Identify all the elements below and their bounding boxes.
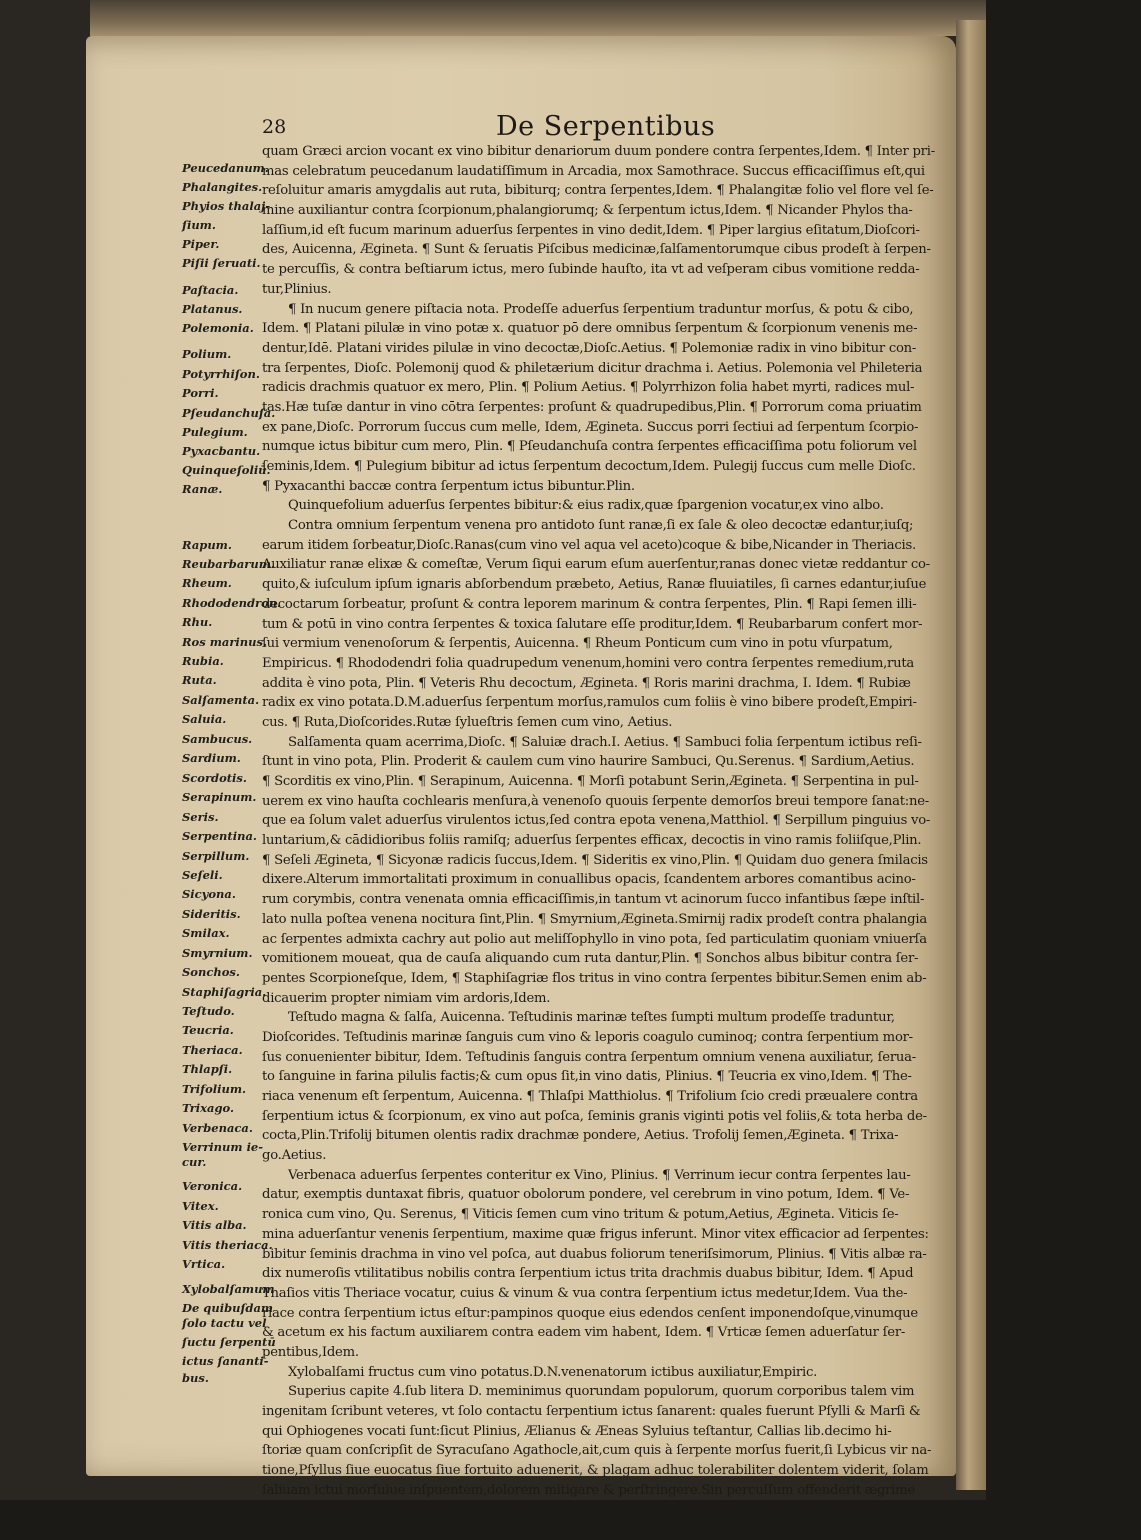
margin-note: Pyxacbantu. (182, 444, 261, 458)
text-line: tione,Pſyllus ſiue euocatus ſiue fortuito aduenerit, & plagam adhuc tolerabiliter dolentem viderit, ſolam (262, 1463, 929, 1479)
text-line: Xylobalſami fructus cum vino potatus.D.N.venenatorum ictibus auxiliatur,Empiric. (288, 1364, 818, 1380)
margin-note: Ros marinus. (182, 635, 267, 649)
text-line: des, Auicenna, Ægineta. ¶ Sunt & ſeruatis Piſcibus medicinæ,ſalſamentorumque cibus prodeſt à ſerpen- (262, 242, 931, 258)
text-line: pentes Scorpioneſque, Idem, ¶ Staphiſagriæ flos tritus in vino contra ſerpentes bibitur.Semen enim ab- (262, 970, 927, 986)
margin-note: Salſamenta. (182, 693, 260, 707)
line-number: 20 (1126, 479, 1141, 494)
text-line: mina aduerſantur venenis ſerpentium, maxime quæ frigus inferunt. Minor vitex efficacior ad ſerpentes: (262, 1226, 929, 1242)
margin-note: bus. (182, 1371, 209, 1385)
margin-note: Quinqueſoliū. (182, 463, 271, 477)
text-line: tur,Plinius. (262, 281, 332, 297)
margin-note: ictus ſananti- (182, 1354, 269, 1368)
text-line: ſerpentium ictus & ſcorpionum, ex vino aut poſca, ſeminis granis viginti potis vel foliis,& tota herba de- (262, 1108, 927, 1124)
text-line: cocta,Plin.Trifolij bitumen olentis radix drachmæ pondere, Aetius. Trofolij ſemen,Ægineta. ¶ Trixa- (262, 1128, 899, 1144)
margin-note: Teſtudo. (182, 1004, 235, 1018)
margin-note: Sideritis. (182, 907, 241, 921)
text-line: Superius capite 4.ſub litera D. meminimus quorundam populorum, quorum corporibus talem vim (288, 1384, 915, 1400)
margin-note: Sicyona. (182, 887, 236, 901)
margin-note: Rapum. (182, 538, 232, 552)
margin-note: Saluia. (182, 712, 227, 726)
text-line: bibitur ſeminis drachma in vino vel poſca, aut duabus foliorum teneriſsimorum, Plinius. ¶ Vitis albæ ra- (262, 1246, 927, 1262)
text-line: mine auxiliantur contra ſcorpionum,phalangiorumq; & ſerpentum ictus,Idem. ¶ Nicander Phylos tha- (262, 203, 913, 219)
text-line: Idem. ¶ Platani pilulæ in vino potæ x. quatuor pō dere omnibus ſerpentum & ſcorpionum venenis me- (262, 321, 918, 337)
margin-note: Platanus. (182, 302, 243, 316)
margin-note: Polium. (182, 347, 232, 361)
margin-note: Xylobalſamum (182, 1282, 275, 1296)
margin-note: cur. (182, 1155, 207, 1169)
margin-note: Vitis alba. (182, 1218, 247, 1232)
margin-note: Rubia. (182, 654, 224, 668)
margin-note: ſolo tactu vel (182, 1316, 267, 1330)
margin-note: Seris. (182, 810, 219, 824)
margin-note: Sambucus. (182, 732, 253, 746)
text-line: radix ex vino potata.D.M.aduerſus ſerpentum morſus,ramulos cum foliis è vino bibere prodeſt,Empiri- (262, 695, 917, 711)
running-head: De Serpentibus (496, 111, 716, 142)
text-line: tum & potū in vino contra ſerpentes & toxica ſalutare eſſe proditur,Idem. ¶ Reubarbarum confert mor- (262, 616, 923, 632)
text-line: qui Ophiogenes vocati ſunt:ſicut Plinius, Ælianus & Æneas Syluius teſtantur, Callias lib.decimo hi- (262, 1423, 892, 1439)
margin-note: Polemonia. (182, 321, 254, 335)
text-line: tra ſerpentes, Dioſc. Polemonij quod & philetærium dicitur drachma i. Aetius. Polemonia vel Phileteria (262, 360, 923, 376)
margin-note: ſuctu ſerpentū (182, 1335, 276, 1349)
margin-note: Rhododendron. (182, 596, 282, 610)
text-line: laſſium,id eſt fucum marinum aduerſus ſerpentes in vino dedit,Idem. ¶ Piper largius eſitatum,Dioſcori- (262, 222, 920, 238)
text-line: que ea ſolum valet aduerſus virulentos ictus,ſed contra epota venena,Matthiol. ¶ Serpillum pinguius vo- (262, 813, 931, 829)
text-line: dentur,Idē. Platani virides pilulæ in vino decoctæ,Dioſc.Aetius. ¶ Polemoniæ radix in vino bibitur con- (262, 340, 917, 356)
margin-note: Verbenaca. (182, 1121, 253, 1135)
text-line: ſui vermium venenoſorum & ſerpentis, Auicenna. ¶ Rheum Ponticum cum vino in potu vſurpatum, (262, 636, 893, 652)
text-line: radicis drachmis quatuor ex mero, Plin. ¶ Polium Aetius. ¶ Polyrrhizon folia habet myrti, radices mul- (262, 380, 915, 396)
text-line: culum (262, 1522, 302, 1538)
margin-note: Sonchos. (182, 965, 240, 979)
margin-note: Pſeudanchuſa. (182, 406, 276, 420)
text-line: dolentem, intra dentes permultam aquam haurire, & os ſuum primo ex ea colluere,poſt vero eam in po- (262, 1502, 928, 1518)
text-line: uerem ex vino hauſta cochlearis menſura,à venenoſo quouis ſerpente demorſos breui tempore ſanat:ne- (262, 793, 930, 809)
margin-note: Rhu. (182, 615, 213, 629)
margin-note: Piſii ſeruati. (182, 256, 261, 270)
margin-note: Smyrnium. (182, 946, 253, 960)
text-line: ¶ Seſeli Ægineta, ¶ Sicyonæ radicis ſuccus,Idem. ¶ Sideritis ex vino,Plin. ¶ Quidam duo genera ſmilacis (262, 852, 928, 868)
margin-note: Smilax. (182, 926, 230, 940)
margin-note: De quibuſdam (182, 1301, 274, 1315)
text-line: Thaſios vitis Theriace vocatur, cuius & vinum & vua contra ſerpentium ictus medetur,Idem. Vua the- (262, 1285, 908, 1301)
text-line: ſaliuam ictui morſuiue inſpuentem,dolorem mitigare & perſtringere.Sin percuſſum offenderit ægrime (262, 1482, 915, 1498)
text-line: luntarium,& cādidioribus foliis ramiſq; aduerſus ſerpentes efficax, decoctis in vino ramis foliiſque,Plin. (262, 833, 922, 849)
text-line: reſoluitur amaris amygdalis aut ruta, bibiturq; contra ſerpentes,Idem. ¶ Phalangitæ folio vel flore vel ſe- (262, 183, 934, 199)
text-line: Contra omnium ſerpentum venena pro antidoto ſunt ranæ,ſi ex ſale & oleo decoctæ edantur,iuſq; (288, 518, 914, 534)
text-line: ronica cum vino, Qu. Serenus, ¶ Viticis ſemen cum vino tritum & potum,Aetius, Ægineta. Viticis ſe- (262, 1207, 899, 1223)
text-line: to ſanguine in farina pilulis factis;& cum opus ſit,in vino datis, Plinius. ¶ Teucria ex vino,Idem. ¶ The- (262, 1069, 912, 1085)
text-line: & acetum ex his factum auxiliarem contra eadem vim habent, Idem. ¶ Vrticæ ſemen aduerſatur ſer- (262, 1325, 906, 1341)
text-line: riace contra ſerpentium ictus eſtur:pampinos quoque eius edendos cenſent imponendoſque,vinumque (262, 1305, 918, 1321)
margin-note: Teucria. (182, 1023, 234, 1037)
margin-note: Vitis theriaca. (182, 1238, 273, 1252)
text-line: decoctarum ſorbeatur, proſunt & contra leporem marinum & contra ſerpentes, Plin. ¶ Rapi ſemen illi- (262, 596, 917, 612)
text-line: cus. ¶ Ruta,Dioſcorides.Rutæ ſylueſtris ſemen cum vino, Aetius. (262, 714, 673, 730)
text-line: Teſtudo magna & ſalſa, Auicenna. Teſtudinis marinæ teſtes ſumpti multum prodeſſe traduntur, (288, 1010, 895, 1026)
margin-note: Vitex. (182, 1199, 219, 1213)
text-line: Verbenaca aduerſus ſerpentes conteritur ex Vino, Plinius. ¶ Verrinum iecur contra ſerpentes lau- (288, 1167, 911, 1183)
text-line: ¶ Scorditis ex vino,Plin. ¶ Serapinum, Auicenna. ¶ Morſi potabunt Serin,Ægineta. ¶ Serpentina in pul- (262, 774, 919, 789)
margin-note: Sardium. (182, 751, 241, 765)
text-line: quam Græci arcion vocant ex vino bibitur denariorum duum pondere contra ſerpentes,Idem. ¶ Inter pri- (262, 144, 935, 159)
text-line: lato nulla poſtea venena nocitura ſint,Plin. ¶ Smyrnium,Ægineta.Smirnij radix prodeſt contra phalangia (262, 911, 927, 927)
text-line: pentibus,Idem. (262, 1344, 359, 1360)
margin-note: Potyrrhiſon. (182, 367, 260, 381)
line-number: 30 (1126, 637, 1141, 652)
text-line: Dioſcorides. Teſtudinis marinæ ſanguis cum vino & leporis coagulo cuminoq; contra ſerpentium mor- (262, 1029, 913, 1045)
line-number: 40 (1126, 814, 1141, 829)
margin-note: Porri. (182, 386, 219, 400)
margin-note: Phyios thalaj- (182, 199, 271, 213)
margin-note: Ruta. (182, 673, 217, 687)
margin-note: Ranæ. (182, 482, 223, 496)
text-line: dicauerim propter nimiam vim ardoris,Idem. (262, 990, 551, 1006)
text-line: Quinquefolium aduerſus ſerpentes bibitur:& eius radix,quæ ſpargenion vocatur,ex vino albo. (288, 498, 884, 514)
text-line: dix numeroſis vtilitatibus nobilis contra ſerpentium ictus trita drachmis duabus bibitur, Idem. ¶ Apud (262, 1266, 914, 1282)
line-number: 60 (1126, 1169, 1141, 1184)
line-number: 70 (1126, 1346, 1141, 1361)
text-line: rum corymbis, contra venenata omnia efficaciſſimis,in tantum vt acinorum ſucco infantibus ſæpe inſtil- (262, 892, 925, 908)
line-number: 50 (1126, 992, 1141, 1007)
margin-note: Vrtica. (182, 1257, 226, 1271)
line-number: 10 (1126, 302, 1141, 317)
text-line: ¶ In nucum genere piſtacia nota. Prodeſſe aduerſus ſerpentium traduntur morſus, & potu & cibo, (288, 301, 914, 317)
text-line: tas.Hæ tuſæ dantur in vino cōtra ſerpentes: proſunt & quadrupedibus,Plin. ¶ Porrorum coma priuatim (262, 399, 922, 415)
margin-note: Staphiſagria. (182, 985, 267, 999)
margin-note: Serpillum. (182, 849, 250, 863)
margin-note: Peucedanum. (182, 161, 269, 175)
margin-note: Serpentina. (182, 829, 257, 843)
text-line: ſus conuenienter bibitur, Idem. Teſtudinis ſanguis contra ſerpentum omnium venena auxiliatur, ſerua- (262, 1049, 916, 1065)
text-line: addita è vino pota, Plin. ¶ Veteris Rhu decoctum, Ægineta. ¶ Roris marini drachma, I. Idem. ¶ Rubiæ (262, 675, 911, 691)
text-line: mas celebratum peucedanum laudatiſſimum in Arcadia, mox Samothrace. Succus efficaciſſimus eſt,qui (262, 163, 925, 179)
text-line: numque ictus bibitur cum mero, Plin. ¶ Pſeudanchuſa contra ſerpentes efficaciſſima potu foliorum vel (262, 439, 917, 455)
margin-note: Scordotis. (182, 771, 247, 785)
book-gutter (956, 20, 986, 1490)
text-line: earum itidem ſorbeatur,Dioſc.Ranas(cum vino vel aqua vel aceto)coque & bibe,Nicander in Theriacis. (262, 537, 916, 553)
margin-note: Trifolium. (182, 1082, 247, 1096)
margin-note: Trixago. (182, 1101, 234, 1115)
margin-note: Rheum. (182, 576, 232, 590)
text-line: ¶ Pyxacanthi baccæ contra ſerpentum ictus bibuntur.Plin. (262, 478, 635, 494)
text-line: dixere.Alterum immortalitati proximum in conuallibus opacis, ſcandentem arbores comantibus acino- (262, 872, 916, 888)
text-line: ſeminis,Idem. ¶ Pulegium bibitur ad ictus ſerpentum decoctum,Idem. Pulegij ſuccus cum melle Dioſc. (262, 459, 916, 474)
margin-note: Paſtacia. (182, 283, 239, 297)
margin-note: Phalangites. (182, 180, 263, 194)
margin-note: Seſeli. (182, 868, 223, 882)
page-number: 28 (262, 116, 287, 138)
text-line: ingenitam ſcribunt veteres, vt ſolo contactu ſerpentium ictus ſanarent: quales fuerunt Pſylli & Marſi & (262, 1404, 921, 1419)
text-line: ac ſerpentes admixta cachry aut polio aut meliſſophyllo in vino pota, ſed particulatim quoniam vniuerſa (262, 931, 927, 947)
text-line: quito,& iuſculum ipſum ignaris abſorbendum præbeto, Aetius, Ranæ fluuiatiles, ſi carnes edantur,iuſue (262, 577, 927, 593)
text-line: go.Aetius. (262, 1148, 327, 1164)
book-top-edge (90, 0, 986, 36)
text-line: Salſamenta quam acerrima,Dioſc. ¶ Saluiæ drach.I. Aetius. ¶ Sambuci folia ſerpentum ictibus reſi- (288, 734, 922, 750)
margin-note: Pulegium. (182, 425, 248, 439)
text-line: riaca venenum eſt ſerpentum, Auicenna. ¶ Thlaſpi Matthiolus. ¶ Trifolium ſcio credi præualere contra (262, 1089, 918, 1104)
margin-note: Veronica. (182, 1179, 243, 1193)
text-line: ſtoriæ quam conſcripſit de Syracuſano Agathocle,ait,cum quis à ſerpente morſus fuerit,ſi Lybicus vir na- (262, 1443, 932, 1459)
text-line: Auxiliatur ranæ elixæ & comeſtæ, Verum ſiqui earum eſum auerſentur,ranas donec vietæ reddantur co- (262, 557, 930, 573)
text-line: te percuſſis, & contra beſtiarum ictus, mero ſubinde hauſto, ita vt ad veſperam cibus vomitione redda- (262, 262, 920, 278)
text-line: Empiricus. ¶ Rhododendri folia quadrupedum venenum,homini vero contra ſerpentes remedium,ruta (262, 655, 915, 671)
text-line: ſtunt in vino pota, Plin. Proderit & caulem cum vino haurire Sambuci, Qu.Serenus. ¶ Sardium,Aetius. (262, 754, 915, 770)
text-line: vomitionem moueat, qua de cauſa aliquando cum ruta dantur,Plin. ¶ Sonchos albus bibitur contra ſer- (262, 951, 919, 967)
margin-note: Serapinum. (182, 790, 257, 804)
margin-note: Piper. (182, 237, 220, 251)
margin-note: Theriaca. (182, 1043, 243, 1057)
margin-note: Thlapſi. (182, 1062, 233, 1076)
margin-note: ſium. (182, 218, 216, 232)
text-line: datur, exemptis duntaxat fibris, quatuor obolorum pondere, vel cerebrum in vino potum, Idem. ¶ Ve- (262, 1187, 910, 1203)
margin-note: Reubarbarum. (182, 557, 275, 571)
text-line: ex pane,Dioſc. Porrorum ſuccus cum melle, Idem, Ægineta. Succus porri ſectiui ad ſerpentum ſcorpio- (262, 419, 919, 435)
body-text (262, 142, 1141, 1540)
margin-note: Verrinum ie- (182, 1140, 264, 1154)
